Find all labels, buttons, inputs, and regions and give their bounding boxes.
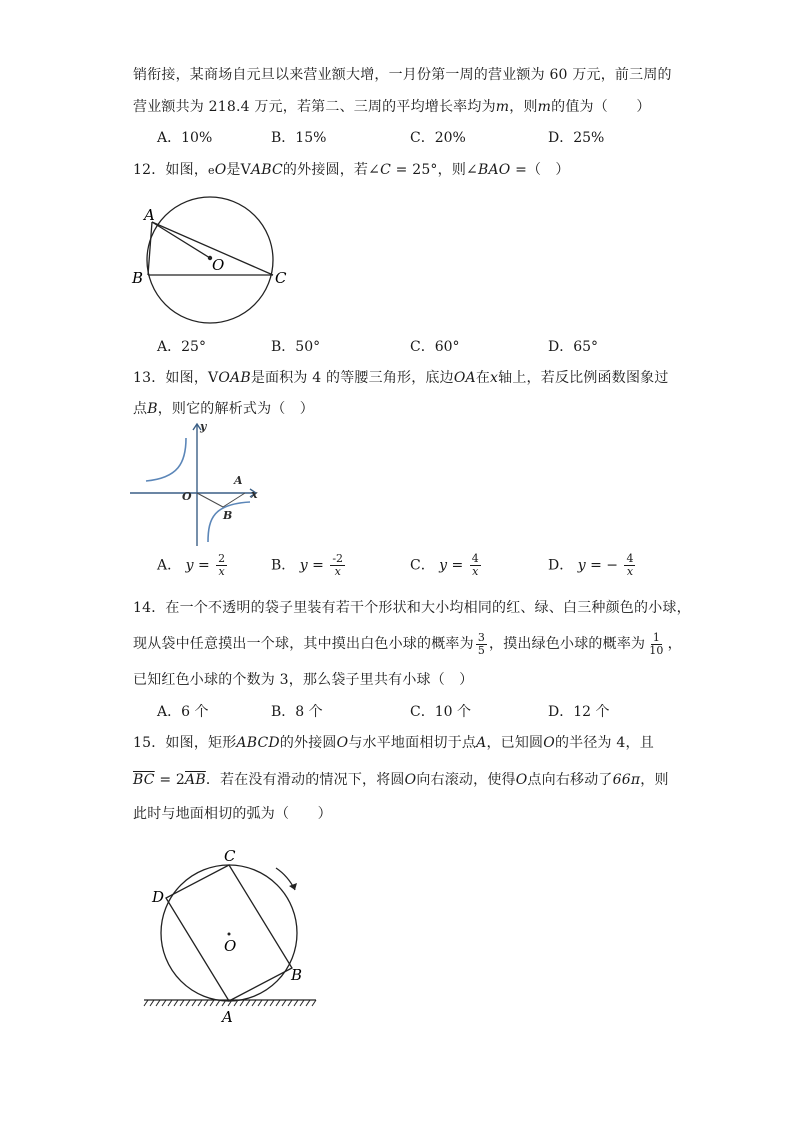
q12-text: 的外接圆，若∠	[282, 162, 381, 178]
option-eq: =	[451, 557, 464, 574]
label-b: B	[223, 509, 233, 522]
q14-option-c[interactable]	[410, 702, 471, 722]
option-text: 8 个	[295, 704, 323, 720]
option-label: D．	[548, 130, 574, 146]
q12-text: = 25°，则∠	[390, 162, 478, 178]
label-c: C	[275, 269, 287, 287]
option-text: 10 个	[434, 704, 471, 720]
var-abc: ABC	[250, 162, 283, 178]
var-o: O	[404, 772, 417, 788]
option-text: 25°	[181, 339, 206, 355]
option-lhs: y	[185, 557, 194, 574]
q14-line-1: 14．在一个不透明的袋子里装有若干个形状和大小均相同的红、绿、白三种颜色的小球，	[133, 600, 691, 616]
option-text: 20%	[434, 130, 466, 146]
distance-value: 66π	[612, 772, 641, 788]
q11-option-d[interactable]	[548, 128, 604, 148]
label-a: A	[234, 474, 243, 487]
q13-text: 在	[475, 370, 491, 386]
label-x: x	[251, 488, 258, 501]
option-label: A．	[157, 339, 182, 355]
var-c: C	[380, 162, 391, 178]
q15-text: 与水平地面相切于点	[348, 735, 477, 751]
option-text: 65°	[573, 339, 599, 355]
q15-line-3: 此时与地面相切的弧为（ ）	[133, 806, 332, 822]
label-o: O	[182, 490, 192, 503]
fraction-numerator: -2	[332, 552, 344, 565]
option-label: C．	[410, 339, 435, 355]
q13-option-a[interactable]	[157, 553, 229, 578]
option-label: B．	[271, 339, 296, 355]
q12-text: 12．如图，	[133, 162, 209, 178]
option-eq: =	[197, 557, 210, 574]
var-o: O	[515, 772, 528, 788]
label-d: D	[152, 888, 165, 906]
q12-circle-figure	[130, 192, 295, 330]
fraction-denominator: x	[334, 565, 341, 578]
option-label: B．	[271, 557, 296, 574]
option-fraction	[624, 553, 635, 578]
q11-option-a[interactable]	[157, 128, 212, 148]
option-fraction	[216, 553, 227, 578]
fraction-denominator: x	[626, 565, 634, 578]
q13-option-b[interactable]	[271, 553, 347, 578]
center-point	[228, 933, 231, 936]
circle-symbol: e	[208, 164, 215, 177]
var-o: O	[214, 162, 227, 178]
option-label: A．	[157, 557, 182, 574]
rotation-arrow-head	[289, 883, 297, 890]
var-x: x	[490, 370, 499, 386]
q14-line-3: 已知红色小球的个数为 3，那么袋子里共有小球（ ）	[133, 672, 474, 688]
q14-text: 现从袋中任意摸出一个球，其中摸出白色小球的概率为	[133, 636, 474, 652]
segment-ao	[152, 222, 210, 258]
triangle-symbol: V	[240, 162, 251, 178]
option-text: 10%	[181, 130, 213, 146]
fraction-numerator: 4	[626, 552, 634, 565]
option-sign: −	[606, 557, 618, 574]
q12-text: 是	[226, 162, 241, 178]
q11-text: 的值为（ ）	[551, 99, 651, 115]
fraction-numerator: 3	[477, 630, 486, 644]
option-lhs: y	[299, 557, 308, 574]
q15-text: 的外接圆	[279, 735, 337, 751]
option-label: A．	[157, 130, 182, 146]
q12-stem	[133, 160, 570, 181]
label-b: B	[291, 966, 303, 984]
fraction-numerator: 2	[218, 552, 226, 565]
q14-text: ，摸出绿色小球的概率为	[489, 636, 646, 652]
fraction-denominator: 10	[649, 643, 664, 657]
arc-ab: $\overline{AB}$	[185, 772, 206, 788]
hyperbola-branch-right	[208, 502, 250, 542]
q11-var-m: m	[495, 99, 510, 115]
q12-text: =（ ）	[510, 162, 570, 178]
option-label: D．	[548, 704, 574, 720]
q13-graph-figure	[128, 418, 263, 548]
q11-text: ，则	[509, 99, 538, 115]
fraction-denominator: 5	[477, 643, 486, 657]
q15-text: = 2	[154, 772, 186, 788]
triangle-symbol: V	[208, 370, 219, 386]
q13-text: 13．如图，	[133, 370, 209, 386]
var-oa: OA	[453, 370, 476, 386]
var-o: O	[336, 735, 349, 751]
q11-option-b[interactable]	[271, 128, 326, 148]
option-label: C．	[410, 704, 435, 720]
q13-option-c[interactable]	[410, 553, 483, 578]
option-text: 15%	[295, 130, 327, 146]
option-lhs: y	[439, 557, 448, 574]
fraction-numerator: 1	[652, 630, 661, 644]
q13-text: ，则它的解析式为（ ）	[157, 401, 314, 417]
option-lhs: y	[577, 557, 586, 574]
option-text: 50°	[295, 339, 321, 355]
option-eq: =	[590, 557, 602, 574]
var-a: A	[476, 735, 487, 751]
option-label: B．	[271, 704, 296, 720]
option-text: 25%	[573, 130, 605, 146]
label-a: A	[144, 206, 155, 224]
q11-var-m: m	[537, 99, 552, 115]
q12-option-c[interactable]	[410, 337, 460, 357]
option-fraction	[470, 553, 481, 578]
q13-line-2	[133, 399, 314, 419]
q14-option-a[interactable]	[157, 702, 208, 722]
q11-line-1: 销衔接，某商场自元旦以来营业额大增，一月份第一周的营业额为 60 万元，前三周的	[133, 67, 672, 83]
label-o: O	[224, 937, 237, 955]
q15-line-1	[133, 733, 654, 753]
q15-text: ，已知圆	[486, 735, 544, 751]
arc-bc: $\overline{BC}$	[133, 772, 155, 788]
var-b: B	[147, 401, 158, 417]
label-b: B	[132, 269, 144, 287]
label-a: A	[222, 1008, 233, 1026]
var-o: O	[543, 735, 555, 751]
q14-option-d[interactable]	[548, 702, 610, 722]
q14-fraction-white	[476, 632, 487, 657]
q15-line-2	[133, 770, 669, 790]
option-text: 6 个	[181, 704, 209, 720]
option-label: C．	[410, 130, 435, 146]
q15-text: ．若在没有滑动的情况下，将圆	[205, 772, 405, 788]
q14-text: ，	[667, 636, 682, 652]
option-label: A．	[157, 704, 182, 720]
q15-text: 点向右移动了	[527, 772, 613, 788]
var-oab: OAB	[218, 370, 251, 386]
fraction-denominator: x	[218, 565, 225, 578]
option-label: B．	[271, 130, 296, 146]
var-abcd: ABCD	[236, 735, 280, 751]
option-label: C．	[410, 557, 435, 574]
label-o: O	[212, 256, 225, 274]
q13-text: 轴上，若反比例函数图象过	[498, 370, 669, 386]
q15-text: ，则	[640, 772, 669, 788]
segment-ob	[197, 493, 223, 507]
q14-line-2	[133, 627, 682, 661]
q11-line-2	[133, 97, 651, 117]
q14-option-b[interactable]	[271, 702, 323, 722]
option-label: D．	[548, 339, 574, 355]
q13-option-d[interactable]	[548, 553, 637, 578]
q12-option-b[interactable]	[271, 337, 320, 357]
q13-text: 点	[133, 401, 148, 417]
q15-text: 的半径为 4，且	[554, 735, 654, 751]
label-c: C	[224, 847, 236, 865]
label-y: y	[200, 420, 207, 433]
hyperbola-branch-left	[146, 438, 186, 481]
q11-text: 营业额共为 218.4 万元，若第二、三周的平均增长率均为	[133, 99, 496, 115]
q12-option-a[interactable]	[157, 337, 206, 357]
option-label: D．	[548, 557, 574, 574]
option-text: 60°	[434, 339, 460, 355]
var-bao: BAO	[477, 162, 511, 178]
q11-option-c[interactable]	[410, 128, 466, 148]
q14-fraction-green	[647, 632, 665, 657]
fraction-numerator: 4	[471, 552, 479, 565]
q15-text: 向右滚动，使得	[416, 772, 516, 788]
q13-line-1	[133, 368, 669, 388]
fraction-denominator: x	[472, 565, 479, 578]
q13-text: 是面积为 4 的等腰三角形，底边	[250, 370, 454, 386]
q15-text: 15．如图，矩形	[133, 735, 237, 751]
q15-rolling-circle-figure	[140, 842, 320, 1027]
option-eq: =	[312, 557, 324, 574]
option-fraction	[330, 553, 345, 578]
option-text: 12 个	[573, 704, 610, 720]
q12-option-d[interactable]	[548, 337, 598, 357]
